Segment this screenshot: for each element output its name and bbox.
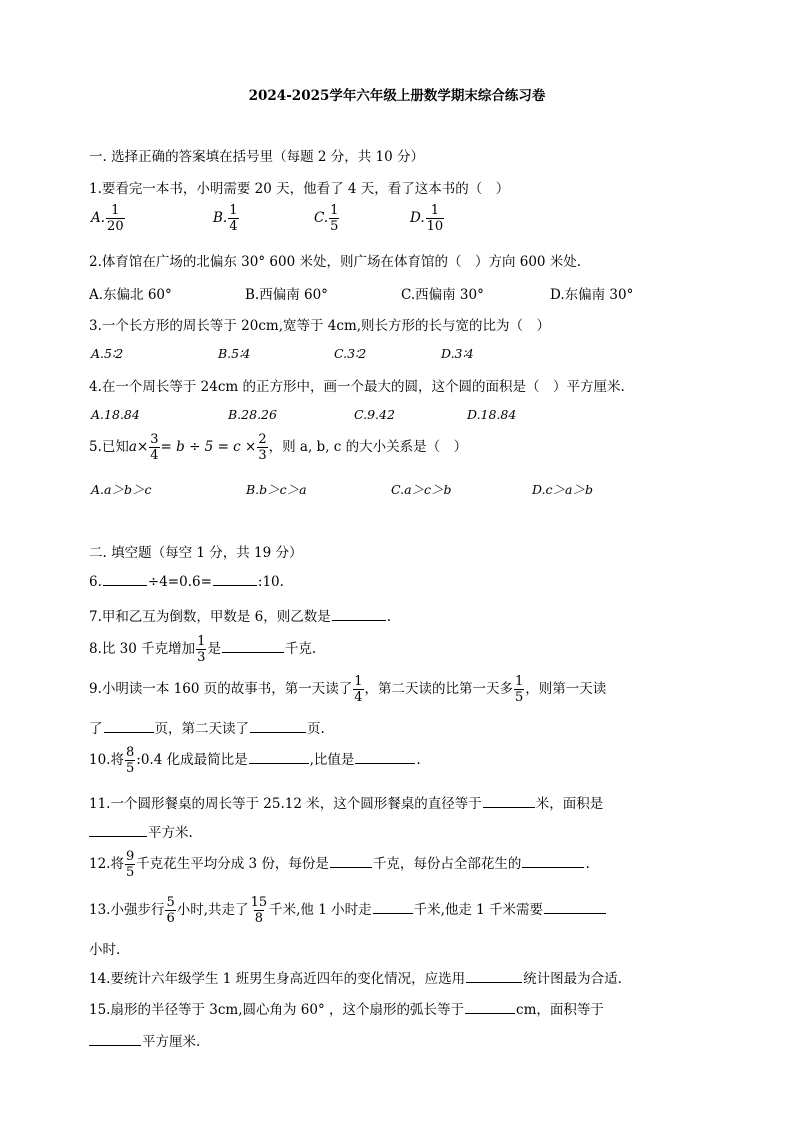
answer-blank[interactable] [373, 901, 413, 914]
question-9: 9.小明读一本 160 页的故事书，第一天读了 $\frac{1}{4}$ ，第二天读的比第一天多 $\frac{1}{5}$ ，则第一天读 [89, 674, 607, 705]
q1-option-a: A. $\frac{1}{20}$ [91, 203, 124, 234]
question-11-line-2: 平方米. [89, 821, 193, 841]
answer-blank[interactable] [483, 795, 535, 808]
question-15-line-2: 平方厘米. [89, 1030, 200, 1050]
answer-blank[interactable] [332, 608, 386, 621]
answer-blank[interactable] [330, 855, 372, 868]
answer-blank[interactable] [466, 970, 522, 983]
q1-option-c: C. $\frac{1}{5}$ [314, 203, 339, 234]
q2-option-b: B.西偏南 60° [245, 287, 328, 303]
question-13-line-2: 小时. [89, 942, 121, 958]
question-1: 1.要看完一本书，小明需要 20 天，他看了 4 天，看了这本书的（ ） [89, 181, 510, 197]
answer-blank[interactable] [89, 1033, 141, 1046]
question-13: 13.小强步行 $\frac{5}{6}$ 小时,共走了 $\frac{15}{8}$ 千米,他 1 小时走 千米,他走 1 千米需要 [89, 895, 607, 926]
answer-blank[interactable] [213, 573, 257, 586]
q3-option-a: A.5∶2 [91, 346, 124, 361]
question-6: 6. ÷4=0.6= :10. [89, 574, 284, 590]
question-15: 15.扇形的半径等于 3cm,圆心角为 60° ，这个扇形的弧长等于 cm，面积等于 [89, 1002, 604, 1018]
q5-option-d: D.c＞a＞b [532, 482, 594, 497]
question-9-line-2: 了 页，第二天读了 页. [89, 721, 325, 737]
q4-option-c: C.9.42 [354, 407, 395, 422]
q1-option-d: D. $\frac{1}{10}$ [410, 203, 444, 234]
question-2: 2.体育馆在广场的北偏东 30° 600 米处，则广场在体育馆的（ ）方向 600 米处. [89, 254, 582, 270]
q3-option-d: D.3∶4 [441, 346, 474, 361]
question-14: 14.要统计六年级学生 1 班男生身高近四年的变化情况，应选用 统计图最为合适. [89, 971, 622, 987]
q3-option-b: B.5∶4 [218, 346, 251, 361]
question-3: 3.一个长方形的周长等于 20cm,宽等于 4cm,则长方形的长与宽的比为（ ） [89, 318, 551, 334]
q4-option-a: A.18.84 [91, 407, 140, 422]
q2-option-d: D.东偏南 30° [550, 287, 634, 303]
q4-option-b: B.28.26 [228, 407, 277, 422]
answer-blank[interactable] [522, 855, 584, 868]
page-title: 2024-2025学年六年级上册数学期末综合练习卷 [248, 88, 546, 104]
answer-blank[interactable] [89, 824, 147, 837]
answer-blank[interactable] [355, 751, 415, 764]
section2-heading: 二. 填空题（每空 1 分，共 19 分） [89, 545, 303, 561]
q2-option-c: C.西偏南 30° [401, 287, 484, 303]
question-7: 7.甲和乙互为倒数，甲数是 6，则乙数是 . [89, 609, 392, 625]
answer-blank[interactable] [465, 1001, 515, 1014]
question-11: 11.一个圆形餐桌的周长等于 25.12 米，这个圆形餐桌的直径等于 米，面积是 [89, 796, 604, 812]
q2-option-a: A.东偏北 60° [89, 287, 172, 303]
q5-option-b: B.b＞c＞a [246, 482, 307, 497]
question-12: 12.将 $\frac{9}{5}$ 千克花生平均分成 3 份，每份是 千克，每份占全部花生的 . [89, 849, 590, 880]
answer-blank[interactable] [104, 720, 154, 733]
answer-blank[interactable] [249, 751, 309, 764]
question-4: 4.在一个周长等于 24cm 的正方形中，画一个最大的圆，这个圆的面积是（ ）平方厘米. [89, 379, 625, 395]
q3-option-c: C.3∶2 [334, 346, 367, 361]
question-10: 10.将 $\frac{8}{5}$ :0.4 化成最简比是 ,比值是 . [89, 745, 421, 776]
q4-option-d: D.18.84 [467, 407, 517, 422]
q1-option-b: B. $\frac{1}{4}$ [213, 203, 238, 234]
answer-blank[interactable] [250, 720, 306, 733]
answer-blank[interactable] [222, 640, 284, 653]
question-8: 8.比 30 千克增加 $\frac{1}{3}$ 是 千克. [89, 634, 317, 665]
answer-blank[interactable] [103, 573, 147, 586]
section1-heading: 一. 选择正确的答案填在括号里（每题 2 分，共 10 分） [89, 149, 425, 165]
question-5: 5.已知a× $\frac{3}{4}$ = b ÷ 5 = c × $\frac{2}{3}$ ，则 a, b, c 的大小关系是（ ） [89, 432, 468, 463]
answer-blank[interactable] [544, 901, 606, 914]
q5-option-c: C.a＞c＞b [391, 482, 452, 497]
q5-option-a: A.a＞b＞c [91, 482, 152, 497]
